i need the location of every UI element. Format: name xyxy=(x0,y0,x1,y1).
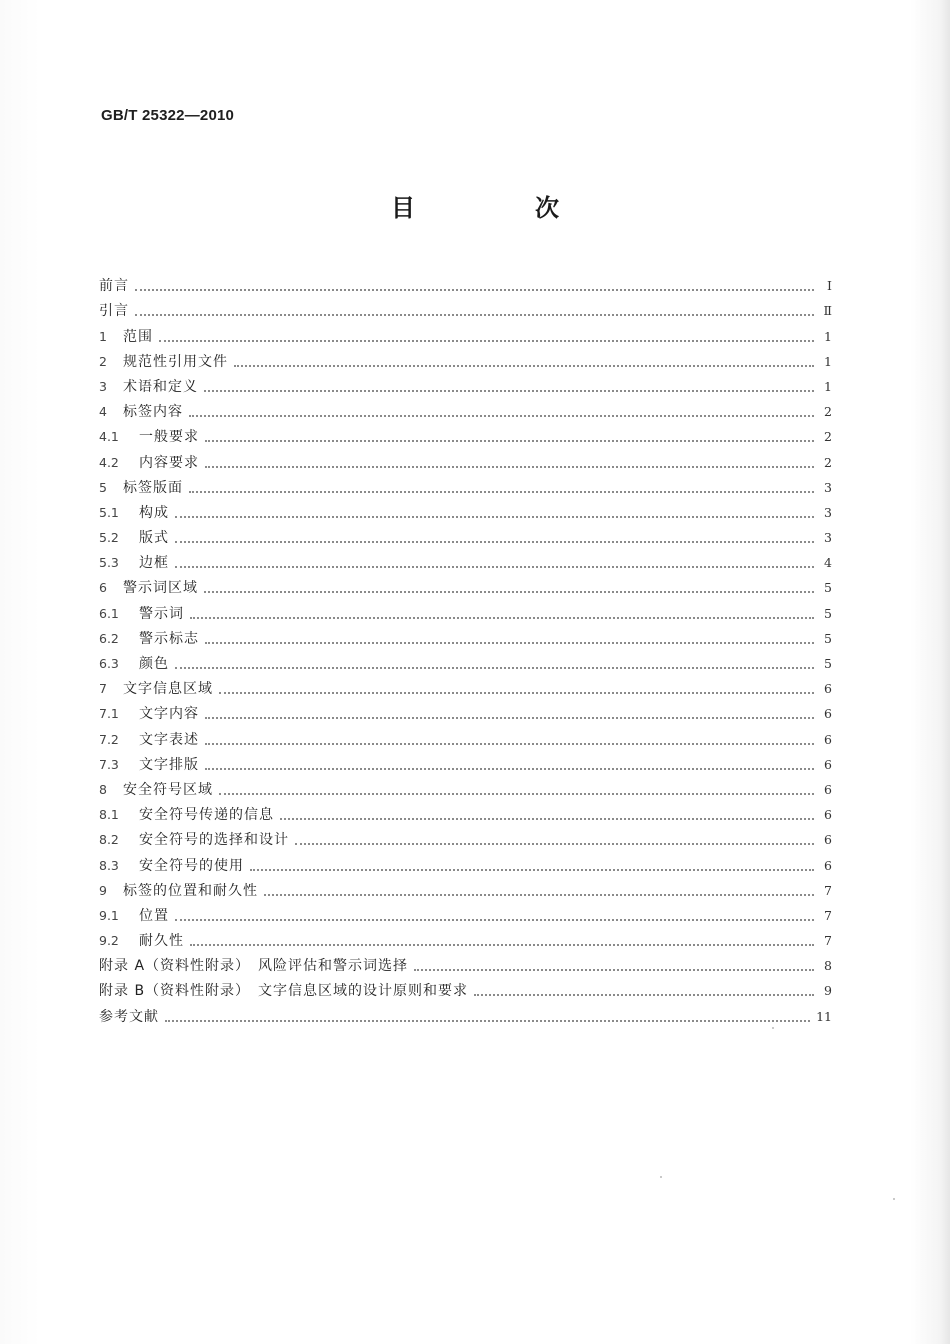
toc-entry-label: 警示词区域 xyxy=(123,580,198,597)
toc-entry[interactable] xyxy=(99,371,832,396)
toc-entry-number: 3 xyxy=(99,378,107,394)
toc-leader-dots xyxy=(280,817,814,820)
toc-entry-page: 4 xyxy=(824,555,832,571)
toc-entry-page: 6 xyxy=(824,731,832,747)
toc-leader-dots xyxy=(175,918,814,921)
toc-entry-label: 安全符号传递的信息 xyxy=(139,807,274,824)
toc-entry[interactable] xyxy=(99,824,832,849)
toc-leader-dots xyxy=(205,439,814,442)
toc-entry-label: 警示词 xyxy=(139,605,184,622)
toc-entry-page: 3 xyxy=(824,530,832,546)
toc-entry[interactable] xyxy=(99,950,832,975)
toc-entry-number: 8.3 xyxy=(99,857,119,873)
toc-entry-label: 标签内容 xyxy=(123,404,183,421)
toc-leader-dots xyxy=(135,288,814,291)
toc-entry-number: 7.1 xyxy=(99,706,119,722)
toc-entry-page: 7 xyxy=(824,907,832,923)
toc-entry-page: 5 xyxy=(824,656,832,671)
toc-leader-dots xyxy=(250,868,814,871)
toc-entry-page: 5 xyxy=(824,605,832,621)
toc-entry-number: 9.2 xyxy=(99,933,119,949)
toc-entry-label: 规范性引用文件 xyxy=(123,353,228,370)
toc-entry[interactable] xyxy=(99,597,832,622)
toc-entry-number: 5 xyxy=(99,479,107,495)
toc-entry-label: 文字排版 xyxy=(139,756,199,773)
toc-entry-label: 安全符号的选择和设计 xyxy=(139,832,289,849)
toc-entry-number: 6.1 xyxy=(99,605,119,621)
toc-entry-label: 文字信息区域 xyxy=(123,681,213,698)
toc-leader-dots xyxy=(175,515,814,518)
toc-entry-number: 6 xyxy=(99,580,107,596)
toc-entry-page: 6 xyxy=(824,781,832,797)
toc-leader-dots xyxy=(165,1019,810,1022)
toc-leader-dots xyxy=(205,641,814,644)
toc-entry-page: 6 xyxy=(824,756,832,772)
toc-entry-page: 8 xyxy=(824,958,832,974)
toc-entry-page: 9 xyxy=(824,983,832,999)
toc-entry-label: 前言 xyxy=(99,278,129,295)
toc-entry[interactable] xyxy=(99,749,832,774)
toc-entry[interactable] xyxy=(99,472,832,497)
toc-entry-number: 4.2 xyxy=(99,454,119,470)
toc-leader-dots xyxy=(234,364,814,367)
toc-leader-dots xyxy=(189,490,814,493)
toc-leader-dots xyxy=(205,767,814,770)
toc-entry-page: 6 xyxy=(824,706,832,722)
toc-entry-page: 11 xyxy=(816,1008,832,1024)
toc-leader-dots xyxy=(175,540,814,543)
toc-entry-label: 内容要求 xyxy=(139,454,199,471)
toc-entry[interactable] xyxy=(99,522,832,547)
toc-leader-dots xyxy=(205,465,814,468)
toc-entry[interactable] xyxy=(99,623,832,648)
toc-entry[interactable] xyxy=(99,673,832,698)
scan-speck xyxy=(772,1027,774,1029)
toc-entry-page: 5 xyxy=(824,630,832,646)
toc-entry-label: 构成 xyxy=(139,504,169,521)
toc-leader-dots xyxy=(414,968,814,971)
toc-entry-label: 边框 xyxy=(139,555,169,572)
toc-entry-number: 5.3 xyxy=(99,555,119,571)
toc-leader-dots xyxy=(474,993,814,996)
toc-entry-label: 参考文献 xyxy=(99,1008,159,1025)
toc-entry[interactable] xyxy=(99,346,832,371)
toc-entry[interactable] xyxy=(99,547,832,572)
toc-leader-dots xyxy=(175,666,814,669)
toc-entry-label: 警示标志 xyxy=(139,630,199,647)
toc-entry-page: 2 xyxy=(824,429,832,445)
toc-entry-number: 6.3 xyxy=(99,656,119,671)
toc-entry[interactable] xyxy=(99,925,832,950)
toc-entry-page: Ⅱ xyxy=(823,303,832,319)
toc-entry[interactable] xyxy=(99,270,832,295)
toc-entry[interactable] xyxy=(99,698,832,723)
toc-entry[interactable] xyxy=(99,572,832,597)
toc-entry-number: 8.2 xyxy=(99,832,119,848)
toc-leader-dots xyxy=(219,691,814,694)
toc-entry-label: 文字表述 xyxy=(139,731,199,748)
toc-entry-page: 2 xyxy=(824,454,832,470)
toc-leader-dots xyxy=(205,716,814,719)
toc-entry-page: 7 xyxy=(824,933,832,949)
toc-entry-page: 6 xyxy=(824,681,832,697)
toc-entry[interactable] xyxy=(99,648,832,673)
toc-entry-label: 范围 xyxy=(123,328,153,345)
toc-entry-page: 6 xyxy=(824,832,832,848)
toc-entry[interactable] xyxy=(99,497,832,522)
toc-entry-number: 5.2 xyxy=(99,530,119,546)
toc-entry-page: I xyxy=(827,278,832,294)
toc-entry[interactable] xyxy=(99,421,832,446)
toc-leader-dots xyxy=(219,792,814,795)
toc-entry[interactable] xyxy=(99,446,832,471)
toc-entry-page: 3 xyxy=(824,479,832,495)
toc-entry-number: 7 xyxy=(99,681,107,697)
toc-entry-page: 1 xyxy=(824,353,832,369)
toc-entry-label: 耐久性 xyxy=(139,933,184,950)
toc-leader-dots xyxy=(205,742,814,745)
toc-entry-label: 附录 A（资料性附录） 风险评估和警示词选择 xyxy=(99,958,409,975)
toc-leader-dots xyxy=(135,313,814,316)
toc-entry[interactable] xyxy=(99,975,832,1000)
toc-entry-page: 3 xyxy=(824,504,832,520)
toc-entry-label: 一般要求 xyxy=(139,429,199,446)
toc-entry[interactable] xyxy=(99,799,832,824)
toc-entry[interactable] xyxy=(99,900,832,925)
toc-entry-page: 6 xyxy=(824,857,832,873)
toc-leader-dots xyxy=(295,842,814,845)
toc-entry-label: 术语和定义 xyxy=(123,378,198,395)
toc-leader-dots xyxy=(159,339,814,342)
toc-entry-number: 9 xyxy=(99,882,107,898)
toc-entry-number: 8.1 xyxy=(99,807,119,823)
scan-speck xyxy=(893,1198,895,1200)
toc-entry-label: 附录 B（资料性附录） 文字信息区域的设计原则和要求 xyxy=(99,983,469,1000)
toc-entry-label: 安全符号的使用 xyxy=(139,857,244,874)
toc-leader-dots xyxy=(190,943,814,946)
toc-entry-label: 标签的位置和耐久性 xyxy=(123,882,258,899)
toc-entry-label: 文字内容 xyxy=(139,706,199,723)
toc-entry-label: 标签版面 xyxy=(123,479,183,496)
toc-entry-number: 8 xyxy=(99,781,107,797)
toc-entry[interactable] xyxy=(99,849,832,874)
toc-leader-dots xyxy=(175,565,814,568)
toc-entry-label: 引言 xyxy=(99,303,129,320)
table-of-contents xyxy=(99,270,832,1026)
toc-leader-dots xyxy=(204,590,814,593)
toc-entry-label: 版式 xyxy=(139,530,169,547)
toc-entry[interactable] xyxy=(99,396,832,421)
toc-entry[interactable] xyxy=(99,875,832,900)
toc-entry[interactable] xyxy=(99,774,832,799)
toc-entry-number: 5.1 xyxy=(99,504,119,520)
toc-entry-label: 位置 xyxy=(139,907,169,924)
toc-entry-number: 1 xyxy=(99,328,107,344)
toc-entry-page: 1 xyxy=(824,378,832,394)
standard-code: GB/T 25322—2010 xyxy=(101,107,235,124)
toc-entry[interactable] xyxy=(99,320,832,345)
toc-leader-dots xyxy=(264,893,814,896)
toc-entry-number: 7.3 xyxy=(99,756,119,772)
toc-entry-page: 7 xyxy=(824,882,832,898)
toc-entry[interactable] xyxy=(99,295,832,320)
toc-entry-page: 1 xyxy=(824,328,832,344)
toc-entry-page: 5 xyxy=(824,580,832,596)
toc-entry-page: 6 xyxy=(824,807,832,823)
toc-leader-dots xyxy=(190,616,814,619)
toc-leader-dots xyxy=(204,389,814,392)
toc-entry-number: 4 xyxy=(99,404,107,420)
toc-entry-number: 4.1 xyxy=(99,429,119,445)
toc-entry-label: 安全符号区域 xyxy=(123,781,213,798)
toc-entry-number: 9.1 xyxy=(99,907,119,923)
scan-speck xyxy=(660,1176,662,1178)
toc-leader-dots xyxy=(189,414,814,417)
toc-entry[interactable] xyxy=(99,1000,832,1025)
toc-entry[interactable] xyxy=(99,723,832,748)
toc-entry-label: 颜色 xyxy=(139,656,169,672)
toc-title: 目 次 xyxy=(391,194,607,222)
toc-entry-page: 2 xyxy=(824,404,832,420)
toc-entry-number: 7.2 xyxy=(99,731,119,747)
toc-entry-number: 6.2 xyxy=(99,630,119,646)
toc-entry-number: 2 xyxy=(99,353,107,369)
